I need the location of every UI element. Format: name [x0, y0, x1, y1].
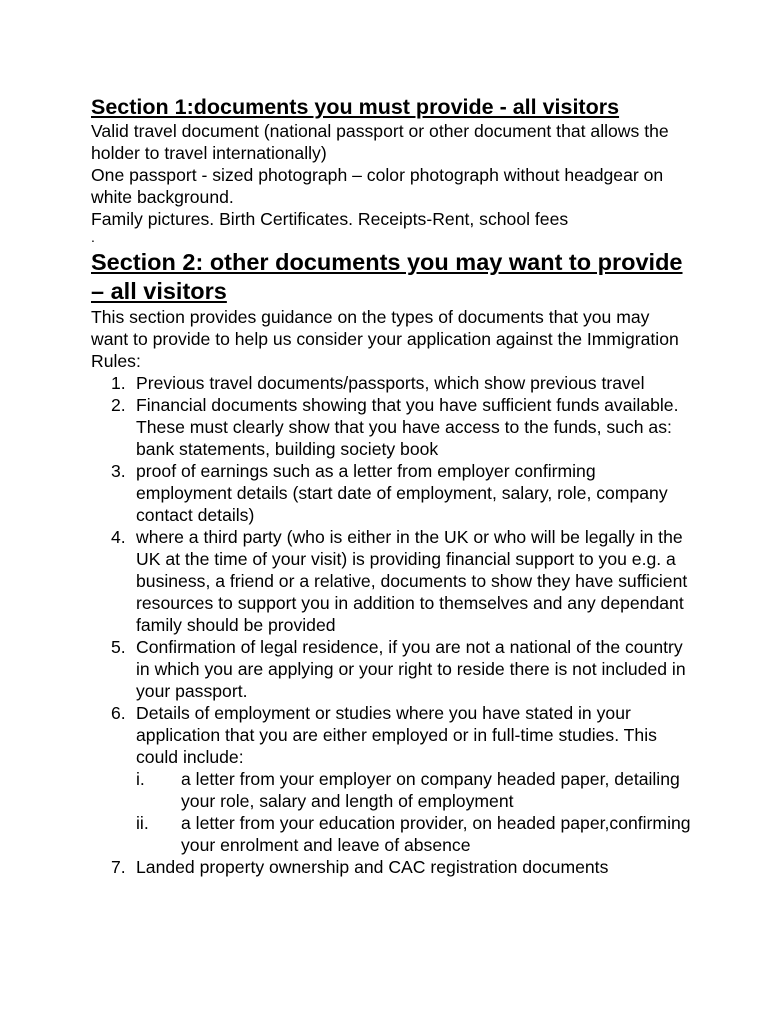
- list-item-number: 5.: [111, 637, 126, 657]
- sublist-item: [136, 812, 691, 856]
- list-item: [91, 856, 691, 878]
- sublist-item: [136, 768, 691, 812]
- list-item: [91, 372, 691, 394]
- list-item-text: proof of earnings such as a letter from employer confirming employment details (start date of employment, salary, role, company contact details): [136, 461, 668, 525]
- section-2-intro: This section provides guidance on the types of documents that you may want to provide to help us consider your application against the Immigration Rules:: [91, 307, 679, 371]
- list-item: [91, 526, 691, 636]
- list-item-number: 3.: [111, 461, 126, 481]
- list-item-text: Confirmation of legal residence, if you are not a national of the country in which you are applying or your right to reside there is not included in your passport.: [136, 637, 686, 701]
- list-item-number: 1.: [111, 373, 126, 393]
- section-2-heading: Section 2: other documents you may want to provide – all visitors: [91, 249, 683, 304]
- list-item-number: 6.: [111, 703, 126, 723]
- list-item-text: Landed property ownership and CAC registration documents: [136, 857, 609, 877]
- documents-list: [91, 372, 691, 878]
- section-1-paragraph: Valid travel document (national passport or other document that allows the holder to travel internationally): [91, 121, 669, 163]
- list-item: [91, 394, 691, 460]
- sublist-item-number: ii.: [136, 813, 149, 833]
- list-item-number: 7.: [111, 857, 126, 877]
- list-item-text: Previous travel documents/passports, which show previous travel: [136, 373, 645, 393]
- stray-period: .: [91, 229, 95, 245]
- list-item-text: where a third party (who is either in the UK or who will be legally in the UK at the time of your visit) is providing financial support to you e.g. a business, a friend or a relative, documents to show they have sufficient resources to support you in addition to themselves and any dependant family should be provided: [136, 527, 688, 635]
- list-item-number: 4.: [111, 527, 126, 547]
- sublist-item-text: a letter from your education provider, on headed paper,confirming your enrolment and leave of absence: [181, 813, 691, 855]
- list-item-text: Details of employment or studies where you have stated in your application that you are either employed or in full-time studies. This could include:: [136, 703, 657, 767]
- list-item: [91, 636, 691, 702]
- list-item: [91, 460, 691, 526]
- section-1-paragraph: One passport - sized photograph – color photograph without headgear on white background.: [91, 165, 664, 207]
- sublist-item-number: i.: [136, 769, 145, 789]
- document-page: [91, 94, 691, 878]
- list-item-number: 2.: [111, 395, 126, 415]
- employment-sublist: [136, 768, 691, 856]
- list-item-text: Financial documents showing that you have sufficient funds available. These must clearly show that you have access to the funds, such as: bank statements, building society book: [136, 395, 679, 459]
- sublist-item-text: a letter from your employer on company headed paper, detailing your role, salary and length of employment: [181, 769, 680, 811]
- section-1-paragraph: Family pictures. Birth Certificates. Receipts-Rent, school fees: [91, 209, 569, 229]
- list-item: [91, 702, 691, 856]
- section-1-heading: Section 1:documents you must provide - all visitors: [91, 95, 620, 119]
